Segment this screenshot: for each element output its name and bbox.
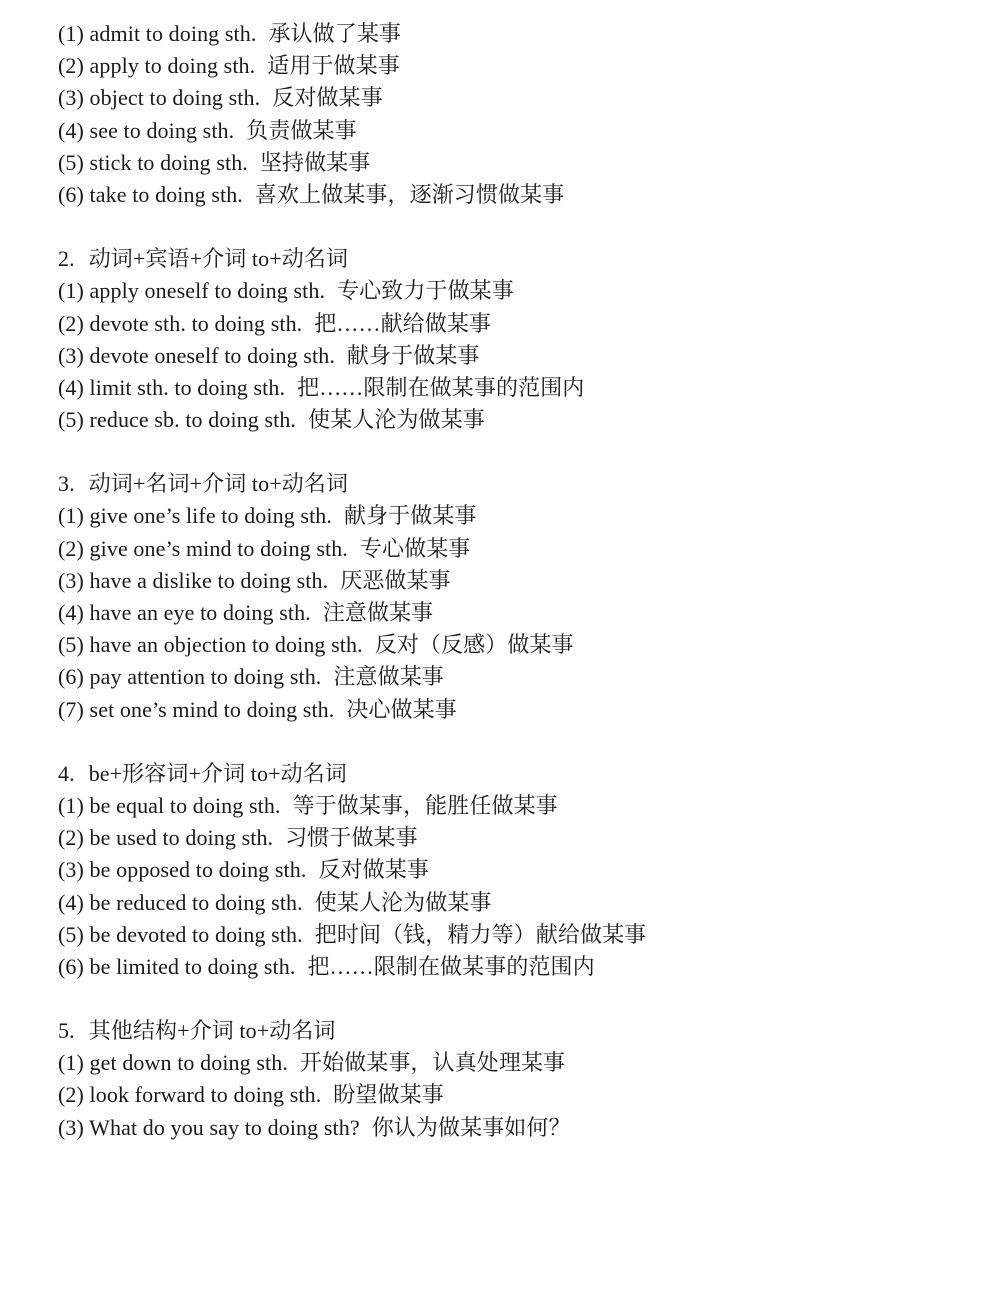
phrase-zh: 喜欢上做某事，逐渐习惯做某事 — [254, 181, 565, 207]
list-item — [58, 790, 958, 822]
phrase-zh: 承认做了某事 — [268, 21, 402, 46]
section-title: 动词+名词+介词 to+动名词 — [88, 471, 349, 497]
list-item — [58, 854, 958, 886]
phrase-zh: 负责做某事 — [246, 117, 357, 143]
phrase-zh: 献身于做某事 — [343, 503, 477, 529]
phrase-zh: 把时间（钱，精力等）献给做某事 — [314, 921, 647, 947]
list-item — [58, 533, 958, 565]
list-item — [58, 919, 958, 951]
list-item — [58, 372, 958, 404]
section-4 — [58, 758, 958, 983]
phrase-zh: 专心做某事 — [359, 535, 471, 561]
list-item — [58, 629, 958, 661]
phrase-en: (4) have an eye to doing sth. — [58, 600, 311, 625]
phrase-zh: 反对做某事 — [318, 857, 429, 883]
list-item — [58, 500, 958, 532]
phrase-zh: 把……献给做某事 — [314, 310, 492, 336]
phrase-en: (3) have a dislike to doing sth. — [58, 567, 329, 593]
list-item — [58, 404, 958, 436]
phrase-zh: 等于做某事，能胜任做某事 — [292, 792, 558, 818]
phrase-zh: 注意做某事 — [333, 664, 444, 690]
list-item — [58, 18, 958, 50]
phrase-en: (6) pay attention to doing sth. — [58, 664, 322, 690]
phrase-zh: 盼望做某事 — [333, 1082, 444, 1108]
list-item — [58, 565, 958, 597]
phrase-en: (1) get down to doing sth. — [58, 1050, 288, 1076]
phrase-en: (5) be devoted to doing sth. — [58, 921, 303, 947]
list-item — [58, 147, 958, 179]
section-5 — [58, 1015, 958, 1144]
list-item — [58, 887, 958, 919]
phrase-en: (3) What do you say to doing sth? — [58, 1114, 360, 1140]
phrase-en: (2) apply to doing sth. — [58, 53, 256, 79]
document-page — [58, 18, 958, 1176]
section-heading — [58, 468, 958, 500]
section-number: 3. — [58, 471, 75, 497]
phrase-zh: 厌恶做某事 — [340, 567, 451, 593]
phrase-en: (5) have an objection to doing sth. — [58, 632, 363, 658]
section-1 — [58, 18, 958, 211]
phrase-en: (3) devote oneself to doing sth. — [58, 342, 335, 368]
list-item — [58, 822, 958, 854]
list-item — [58, 275, 958, 307]
phrase-en: (3) object to doing sth. — [58, 85, 261, 111]
phrase-zh: 反对做某事 — [272, 85, 383, 111]
list-item — [58, 1079, 958, 1111]
phrase-en: (2) devote sth. to doing sth. — [58, 310, 303, 336]
phrase-zh: 你认为做某事如何？ — [371, 1114, 571, 1140]
phrase-zh: 习惯于做某事 — [285, 825, 418, 851]
section-number: 2. — [58, 246, 75, 272]
list-item — [58, 179, 958, 211]
phrase-zh: 决心做某事 — [346, 696, 457, 722]
phrase-en: (7) set one’s mind to doing sth. — [58, 696, 335, 722]
phrase-zh: 使某人沦为做某事 — [314, 889, 492, 915]
list-item — [58, 951, 958, 983]
phrase-zh: 开始做某事，认真处理某事 — [299, 1050, 566, 1076]
phrase-zh: 坚持做某事 — [259, 149, 371, 175]
list-item — [58, 597, 958, 629]
phrase-en: (6) be limited to doing sth. — [58, 953, 296, 979]
phrase-en: (5) stick to doing sth. — [58, 149, 248, 175]
phrase-en: (1) be equal to doing sth. — [58, 792, 281, 818]
phrase-en: (2) be used to doing sth. — [58, 825, 274, 851]
section-title: 动词+宾语+介词 to+动名词 — [88, 246, 349, 272]
section-number: 5. — [58, 1018, 75, 1044]
list-item — [58, 308, 958, 340]
list-item — [58, 1047, 958, 1079]
phrase-en: (4) be reduced to doing sth. — [58, 889, 303, 915]
phrase-en: (2) look forward to doing sth. — [58, 1082, 322, 1108]
phrase-en: (1) admit to doing sth. — [58, 21, 257, 46]
phrase-en: (2) give one’s mind to doing sth. — [58, 535, 348, 561]
phrase-en: (6) take to doing sth. — [58, 181, 243, 207]
list-item — [58, 1112, 958, 1144]
list-item — [58, 50, 958, 82]
section-3 — [58, 468, 958, 726]
section-title: be+形容词+介词 to+动名词 — [88, 760, 347, 786]
phrase-en: (3) be opposed to doing sth. — [58, 857, 307, 883]
list-item — [58, 694, 958, 726]
phrase-zh: 适用于做某事 — [267, 53, 400, 79]
section-2 — [58, 243, 958, 436]
section-number: 4. — [58, 760, 75, 786]
list-item — [58, 340, 958, 372]
phrase-en: (4) limit sth. to doing sth. — [58, 374, 286, 400]
phrase-zh: 注意做某事 — [322, 600, 434, 625]
phrase-zh: 专心致力于做某事 — [337, 278, 514, 304]
phrase-zh: 献身于做某事 — [346, 342, 480, 368]
phrase-en: (1) apply oneself to doing sth. — [58, 278, 326, 304]
phrase-zh: 把……限制在做某事的范围内 — [307, 953, 595, 979]
section-title: 其他结构+介词 to+动名词 — [88, 1018, 336, 1044]
list-item — [58, 115, 958, 147]
phrase-en: (1) give one’s life to doing sth. — [58, 503, 332, 529]
phrase-en: (5) reduce sb. to doing sth. — [58, 407, 297, 433]
phrase-zh: 把……限制在做某事的范围内 — [297, 374, 585, 400]
phrase-zh: 使某人沦为做某事 — [308, 407, 485, 433]
list-item — [58, 82, 958, 114]
section-heading — [58, 243, 958, 275]
section-heading — [58, 758, 958, 790]
section-heading — [58, 1015, 958, 1047]
list-item — [58, 661, 958, 693]
phrase-zh: 反对（反感）做某事 — [374, 632, 574, 658]
phrase-en: (4) see to doing sth. — [58, 117, 235, 143]
